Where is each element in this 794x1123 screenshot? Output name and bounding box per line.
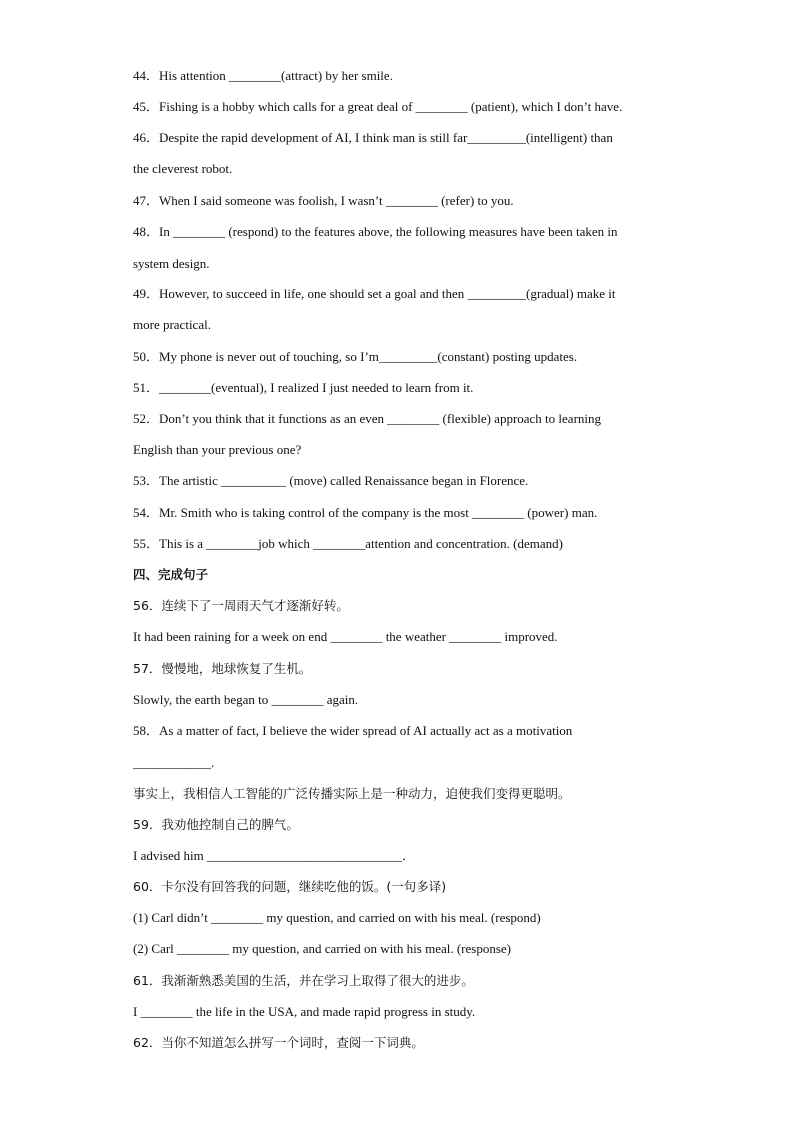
question-52-cont: English than your previous one? <box>133 442 302 457</box>
question-61-answer: I ________ the life in the USA, and made rapid progress in study. <box>133 1004 476 1019</box>
question-52: 52．Don’t you think that it functions as an even ________ (flexible) approach to learning <box>133 411 602 426</box>
question-49-cont: more practical. <box>133 317 211 332</box>
question-46-cont: the cleverest robot. <box>133 161 233 176</box>
question-48: 48．In ________ (respond) to the features above, the following measures have been taken in <box>133 224 618 239</box>
question-60: 60．卡尔没有回答我的问题，继续吃他的饭。(一句多译) <box>133 879 447 894</box>
question-60-item-2: (2) Carl ________ my question, and carried on with his meal. (response) <box>133 941 511 956</box>
question-44: 44．His attention ________(attract) by her smile. <box>133 68 393 83</box>
question-51: 51．________(eventual), I realized I just needed to learn from it. <box>133 380 474 395</box>
question-45: 45．Fishing is a hobby which calls for a great deal of ________ (patient), which I don’t have. <box>133 99 623 114</box>
question-53: 53．The artistic __________ (move) called Renaissance began in Florence. <box>133 473 529 488</box>
question-49: 49．However, to succeed in life, one should set a goal and then _________(gradual) make it <box>133 286 616 301</box>
question-55: 55．This is a ________job which ________attention and concentration. (demand) <box>133 536 563 551</box>
question-58-blank: ____________. <box>133 755 215 770</box>
question-46: 46．Despite the rapid development of AI, I think man is still far_________(intelligent) than <box>133 130 613 145</box>
section-heading: 四、完成句子 <box>133 567 209 582</box>
question-56-answer: It had been raining for a week on end ________ the weather ________ improved. <box>133 629 558 644</box>
question-54: 54．Mr. Smith who is taking control of the company is the most ________ (power) man. <box>133 505 598 520</box>
question-59-answer: I advised him ______________________________． <box>133 848 416 863</box>
question-61: 61．我渐渐熟悉美国的生活，并在学习上取得了很大的进步。 <box>133 973 474 988</box>
question-56: 56．连续下了一周雨天气才逐渐好转。 <box>133 598 349 613</box>
question-58-translation: 事实上，我相信人工智能的广泛传播实际上是一种动力，迫使我们变得更聪明。 <box>133 786 571 801</box>
question-48-cont: system design. <box>133 256 210 271</box>
question-59: 59．我劝他控制自己的脾气。 <box>133 817 299 832</box>
question-58: 58．As a matter of fact, I believe the wider spread of AI actually act as a motivation <box>133 723 573 738</box>
question-60-item-1: (1) Carl didn’t ________ my question, and carried on with his meal. (respond) <box>133 910 541 925</box>
question-62: 62．当你不知道怎么拼写一个词时，查阅一下词典。 <box>133 1035 424 1050</box>
question-50: 50．My phone is never out of touching, so I’m_________(constant) posting updates. <box>133 349 578 364</box>
question-47: 47．When I said someone was foolish, I wasn’t ________ (refer) to you. <box>133 193 514 208</box>
question-57: 57．慢慢地，地球恢复了生机。 <box>133 661 312 676</box>
question-57-answer: Slowly, the earth began to ________ again. <box>133 692 359 707</box>
